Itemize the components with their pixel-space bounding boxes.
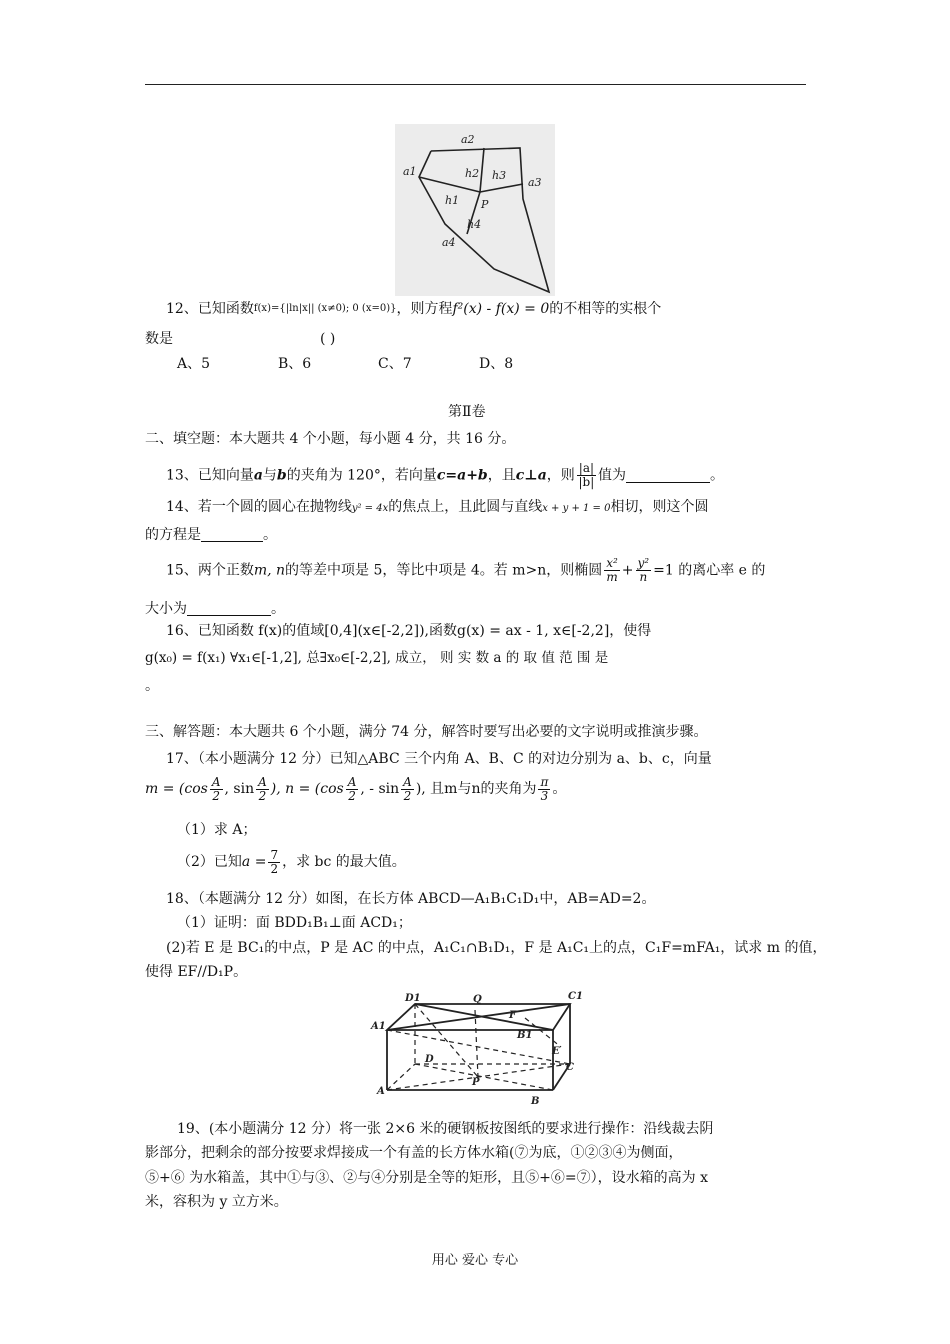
- label-F: F: [509, 1010, 517, 1021]
- q16-line1: 16、已知函数 f(x)的值域[0,4](x∈[-2,2]),函数g(x) = ax - 1, x∈[-2,2]，使得: [166, 623, 652, 639]
- q15-line1: 15、两个正数m, n的等差中项是 5，等比中项是 4。若 m>n，则椭圆 $\frac{\text{x²}}{m}$ + $\frac{\text{y²}}{n}$ =1 的离心率 e 的: [166, 556, 766, 584]
- label-C1: C1: [568, 991, 583, 1002]
- q14-line2: 的方程是 。: [145, 527, 277, 543]
- q18-line1: 18、（本题满分 12 分）如图，在长方体 ABCD—A₁B₁C₁D₁中，AB=AD=2。: [166, 891, 656, 907]
- label-D: D: [425, 1054, 434, 1065]
- section-3-heading: 三、解答题：本大题共 6 个小题，满分 74 分，解答时要写出必要的文字说明或推演步骤。: [145, 724, 708, 740]
- label-Q: Q: [473, 994, 482, 1005]
- label-E: E: [552, 1046, 560, 1057]
- q18-part2-cont: 使得 EF//D₁P。: [145, 964, 248, 980]
- q12-paren: ( ): [320, 331, 336, 347]
- label-a1: a1: [403, 165, 417, 178]
- q18-part1: （1）证明：面 BDD₁B₁⊥面 ACD₁；: [177, 915, 412, 931]
- label-P: P: [481, 198, 489, 211]
- q12-option-c: C、7: [378, 356, 412, 372]
- q13: 13、已知向量a与b的夹角为 120°，若向量c=a+b，且c⊥a，则 $\frac{|a|}{|b|}$ 值为 。: [166, 461, 725, 489]
- q18-part2: (2)若 E 是 BC₁的中点，P 是 AC 的中点，A₁C₁∩B₁D₁，F 是 A₁C₁上的点，C₁F=mFA₁，试求 m 的值，: [166, 940, 827, 956]
- q12-option-a: A、5: [177, 356, 211, 372]
- q17-part2: （2）已知a = $\frac{7}{2}$ ，求 bc 的最大值。: [177, 847, 406, 876]
- q13-ratio: $\frac{|a|}{|b|}$: [578, 461, 595, 489]
- q14-answer-blank[interactable]: [201, 527, 263, 542]
- label-A: A: [377, 1086, 385, 1097]
- q16-line3: 。: [145, 678, 159, 694]
- q16-line2: g(x₀) = f(x₁) ∀x₁∈[-1,2], 总∃x₀∈[-2,2], 成立， 则 实 数 a 的 取 值 范 围 是: [145, 650, 609, 666]
- q15-answer-blank[interactable]: [187, 601, 271, 616]
- q15-line2: 大小为 。: [145, 601, 285, 617]
- q12-line2: 数是: [145, 331, 173, 347]
- label-a3: a3: [528, 176, 542, 189]
- q12-option-b: B、6: [278, 356, 312, 372]
- page-footer: 用心 爱心 专心: [431, 1253, 519, 1268]
- cuboid-figure: [365, 988, 587, 1106]
- q12-line1: 12、已知函数f(x)={|ln|x|| (x≠0); 0 (x=0)}，则方程f²(x) - f(x) = 0的不相等的实根个: [166, 301, 662, 317]
- label-a2: a2: [461, 133, 475, 146]
- label-h2: h2: [465, 167, 480, 180]
- q19-line2: 影部分，把剩余的部分按要求焊接成一个有盖的长方体水箱(⑦为底，①②③④为侧面，: [145, 1145, 683, 1161]
- label-P: P: [472, 1077, 480, 1088]
- label-A1: A1: [371, 1021, 386, 1032]
- label-h4: h4: [467, 218, 482, 231]
- quadrilateral-figure: [395, 124, 555, 296]
- label-h3: h3: [492, 169, 507, 182]
- label-D1: D1: [405, 993, 421, 1004]
- section-2-heading: 二、填空题：本大题共 4 个小题，每小题 4 分，共 16 分。: [145, 431, 516, 447]
- q12-option-d: D、8: [479, 356, 514, 372]
- label-B: B: [531, 1096, 540, 1106]
- q17-line1: 17、（本小题满分 12 分）已知△ABC 三个内角 A、B、C 的对边分别为 a、b、c，向量: [166, 751, 712, 767]
- q17-part1: （1）求 A；: [177, 822, 257, 838]
- header-rule: [145, 84, 806, 85]
- q19-line3: ⑤+⑥ 为水箱盖，其中①与③、②与④分别是全等的矩形，且⑤+⑥=⑦），设水箱的高为 x: [145, 1170, 708, 1186]
- q19-line4: 米，容积为 y 立方米。: [145, 1194, 288, 1210]
- label-h1: h1: [445, 194, 460, 207]
- q13-answer-blank[interactable]: [626, 468, 710, 483]
- q17-line2: m = (cos $\frac{A}{2}$ , sin $\frac{A}{2}$ ), n = (cos $\frac{A}{2}$ , - sin $\frac{A}{2}$ ), 且m与n的夹角为 $\frac{\pi}{3}$ 。: [145, 774, 567, 803]
- section-2-title: 第Ⅱ卷: [448, 404, 486, 420]
- q19-line1: 19、(本小题满分 12 分）将一张 2×6 米的硬钢板按图纸的要求进行操作：沿线裁去阴: [177, 1121, 714, 1137]
- label-C: C: [566, 1062, 574, 1073]
- q14-line1: 14、若一个圆的圆心在抛物线y² = 4x的焦点上，且此圆与直线x + y + 1 = 0相切，则这个圆: [166, 499, 709, 515]
- label-B1: B1: [517, 1030, 533, 1041]
- label-a4: a4: [442, 236, 456, 249]
